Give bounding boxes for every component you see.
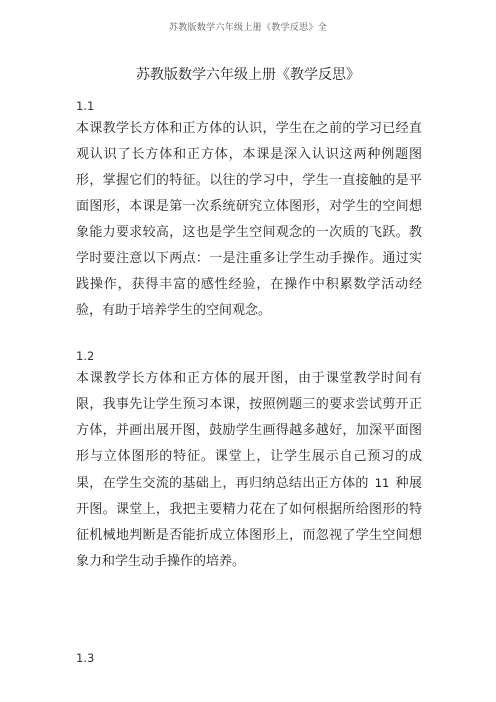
section-number: 1.3 xyxy=(76,651,95,665)
section-1-2 xyxy=(76,346,422,575)
paragraph-text-part: 本课教学长方体和正方体的展开图，由于课堂教学时间有限，我事先让学生预习本课，按照例题三的要求尝试剪开正方体，并画出展开图，鼓励学生画得越多越好，加深平面图形与立体图形的特征。课堂上，让学生展示自己预习的成果，在学生交流的基础上，再归纳总结出正方体的 xyxy=(76,371,422,491)
section-paragraph: 本课教学长方体和正方体的认识，学生在之前的学习已经直观认识了长方体和正方体，本课是深入认识这两种例题图形，掌握它们的特征。以往的学习中，学生一直接触的是平面图形，本课是第一次系统研究立体图形，对学生的空间想象能力要求较高，这也是学生空间观念的一次质的飞跃。教学时要注意以下两点：一是注重多让学生动手操作。通过实践操作，获得丰富的感性经验，在操作中积累数学活动经验，有助于培养学生的空间观念。 xyxy=(76,121,422,318)
section-paragraph xyxy=(76,366,422,575)
document-title: 苏教版数学六年级上册《教学反思》 xyxy=(136,67,360,83)
paragraph-text-part: 种展开图。课堂上，我把主要精力花在了如何根据所给图形的特征机械地判断是否能折成立体图形上，而忽视了学生空间想象力和学生动手操作的培养。 xyxy=(76,476,422,569)
running-header: 苏教版数学六年级上册《教学反思》全 xyxy=(168,23,328,33)
inline-number: 11 xyxy=(374,476,390,490)
section-number: 1.1 xyxy=(76,99,95,113)
section-1-1 xyxy=(76,96,422,324)
section-1-3 xyxy=(76,648,422,668)
section-number: 1.2 xyxy=(76,349,95,363)
